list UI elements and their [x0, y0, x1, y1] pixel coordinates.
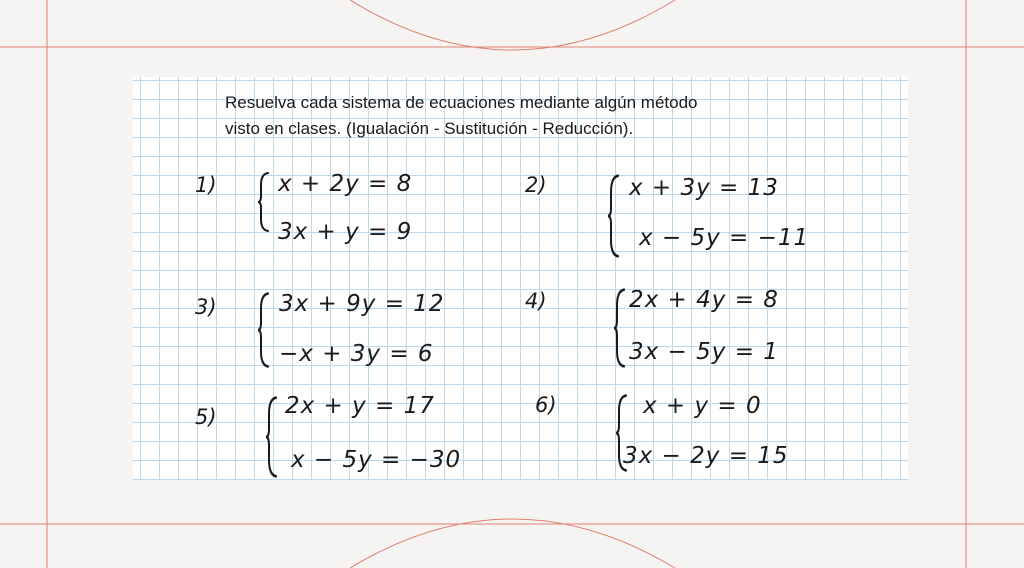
brace-icon — [257, 171, 269, 233]
system-6-equation-1: x + y = 0 — [643, 393, 762, 419]
grid-paper-sheet — [133, 77, 908, 480]
system-2-equation-1: x + 3y = 13 — [629, 175, 779, 201]
system-1-equation-1: x + 2y = 8 — [278, 171, 413, 197]
system-4-equation-1: 2x + 4y = 8 — [629, 287, 779, 313]
problem-number-1: 1) — [195, 173, 217, 197]
guide-arc-bottom — [350, 519, 675, 568]
system-5-equation-1: 2x + y = 17 — [285, 393, 435, 419]
brace-icon — [257, 291, 269, 369]
system-3-equation-2: −x + 3y = 6 — [279, 341, 434, 367]
brace-icon — [265, 395, 277, 479]
instructions-text — [225, 90, 865, 142]
problem-number-4: 4) — [525, 289, 547, 313]
problem-number-2: 2) — [525, 173, 547, 197]
problem-number-3: 3) — [195, 295, 217, 319]
problem-number-5: 5) — [195, 405, 217, 429]
instructions-line-2: visto en clases. (Igualación - Sustitución - Reducción). — [225, 119, 634, 138]
system-1-equation-2: 3x + y = 9 — [278, 219, 413, 245]
system-4-equation-2: 3x − 5y = 1 — [629, 339, 779, 365]
system-6-equation-2: 3x − 2y = 15 — [623, 443, 789, 469]
brace-icon — [613, 287, 625, 369]
guide-arc-top — [350, 0, 675, 50]
problem-number-6: 6) — [535, 393, 557, 417]
system-3-equation-1: 3x + 9y = 12 — [279, 291, 445, 317]
instructions-line-1: Resuelva cada sistema de ecuaciones mediante algún método — [225, 93, 698, 112]
system-2-equation-2: x − 5y = −11 — [639, 225, 810, 251]
system-5-equation-2: x − 5y = −30 — [291, 447, 462, 473]
brace-icon — [607, 173, 619, 259]
